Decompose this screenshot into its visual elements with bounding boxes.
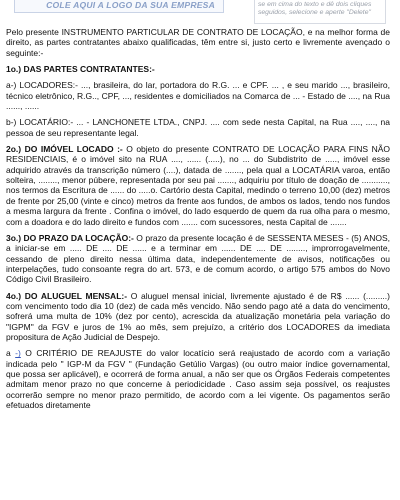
property-section [6,144,390,227]
document-header [0,0,400,22]
rent-section [6,291,390,343]
locadores-paragraph [6,80,390,111]
locataria-label: b-) LOCATÁRIO:- [6,117,74,128]
term-section [6,233,390,285]
adjustment-prefix: a [6,348,16,359]
property-heading: 2o.) DO IMÓVEL LOCADO :- [6,144,123,155]
locataria-text: ... - LANCHONETE LTDA., CNPJ. .... com sede nesta Capital, na Rua ...., ...., na pessoa de seu representante legal. [6,117,390,138]
logo-placeholder[interactable]: COLE AQUI A LOGO DA SUA EMPRESA [14,0,224,13]
adjustment-link[interactable]: -) [15,348,21,359]
locadores-text: ..., brasileira, do lar, portadora do R.G. ... e CPF. ... , e seu marido ..., brasileiro, técnico eletrônico, R.G.., CPF, ..., residentes e domiciliados na Comarca de ... - Estado de ...., na Rua ......, ...... [6,80,390,112]
term-text: O prazo da presente locação é de SESSENTA MESES - (5) ANOS, a iniciar-se em ..... DE .... DE ...... e a terminar em ...... DE .... DE ........, improrrogavelmente, cessando de pleno direito nessa última data, independentemente de avisos, notificações ou interpelações, tudo consoante regra do art. 573, e de comum acordo, o artigo 575 ambos do Novo Código Civil Brasileiro. [6,232,390,285]
contract-body [6,27,390,497]
instruction-note: se em cima do texto e dê dois cliques seguidos, selecione e aperte "Delete" [254,0,386,24]
property-text: O objeto do presente CONTRATO DE LOCAÇÃO PARA FINS NÃO RESIDENCIAIS, é o imóvel sito na RUA ...., ...... (.....), no ... do Subdistrito de ....., imóvel esse adquirido através da transcrição número (....), datada de ......., pela qual a LOCATÁRIA varoa, então solteira, ........, menor púbere, representada por seu pai ......., adquiriu por título de doação de ..........., nos termos da Escritura de ...... do .....o. Cartório desta Capital, medindo o terreno 10,00 (dez) metros de frente por 25,00 (vinte e cinco) metros da frente aos fundos, de ambos os lados, tendo nos fundos a mesma largura da frente . Confina o imóvel, do lado esquerdo de quem da rua olha para o mesmo, com a doadora e do lado direito e fundos com ....... com sucessores, nesta Capital de ....... [6,144,390,227]
locadores-label: a-) LOCADORES:- [6,80,78,91]
adjustment-section [6,348,390,410]
rent-heading: 4o.) DO ALUGUEL MENSAL:- [6,290,128,301]
intro-paragraph: Pelo presente INSTRUMENTO PARTICULAR DE CONTRATO DE LOCAÇÃO, e na melhor forma de direito, as partes contratantes abaixo qualificadas, têm entre si, justo certo e livremente avençado o seguinte:- [6,27,390,58]
parties-heading: 1o.) DAS PARTES CONTRATANTES:- [6,64,155,75]
term-heading: 3o.) DO PRAZO DA LOCAÇÃO:- [6,232,134,243]
adjustment-text: O CRITÉRIO DE REAJUSTE do valor locatício será reajustado de acordo com a variação indicada pelo " IGP-M da FGV " (Fundação Getúlio Vargas) (ou outro maior índice governamental, que possa ser aplicável), e ocorrerá de forma anual, a não ser que os Órgãos Federais competentes admitam menor prazo no que concerne à periodicidade . Caso assim seja possível, os reajustes ocorrerão sempre no menor prazo permitido, de acordo com a lei vigente. Os pagamentos serão efetuados diretamente [6,348,390,410]
locataria-paragraph [6,117,390,138]
rent-text: O aluguel mensal inicial, livremente ajustado é de R$ ...... (.........) com vencimento todo dia 10 (dez) de cada mês vencido. Não sendo pago até a data do vencimento, sofrerá uma multa de 10% (dez por cento), acrescida da atualização monetária pela variação do "IGPM" da FGV e juros de 1% ao mês, sem prejuízo, a critério dos LOCADORES da imediata propositura de Ação Judicial de Despejo. [6,290,390,342]
